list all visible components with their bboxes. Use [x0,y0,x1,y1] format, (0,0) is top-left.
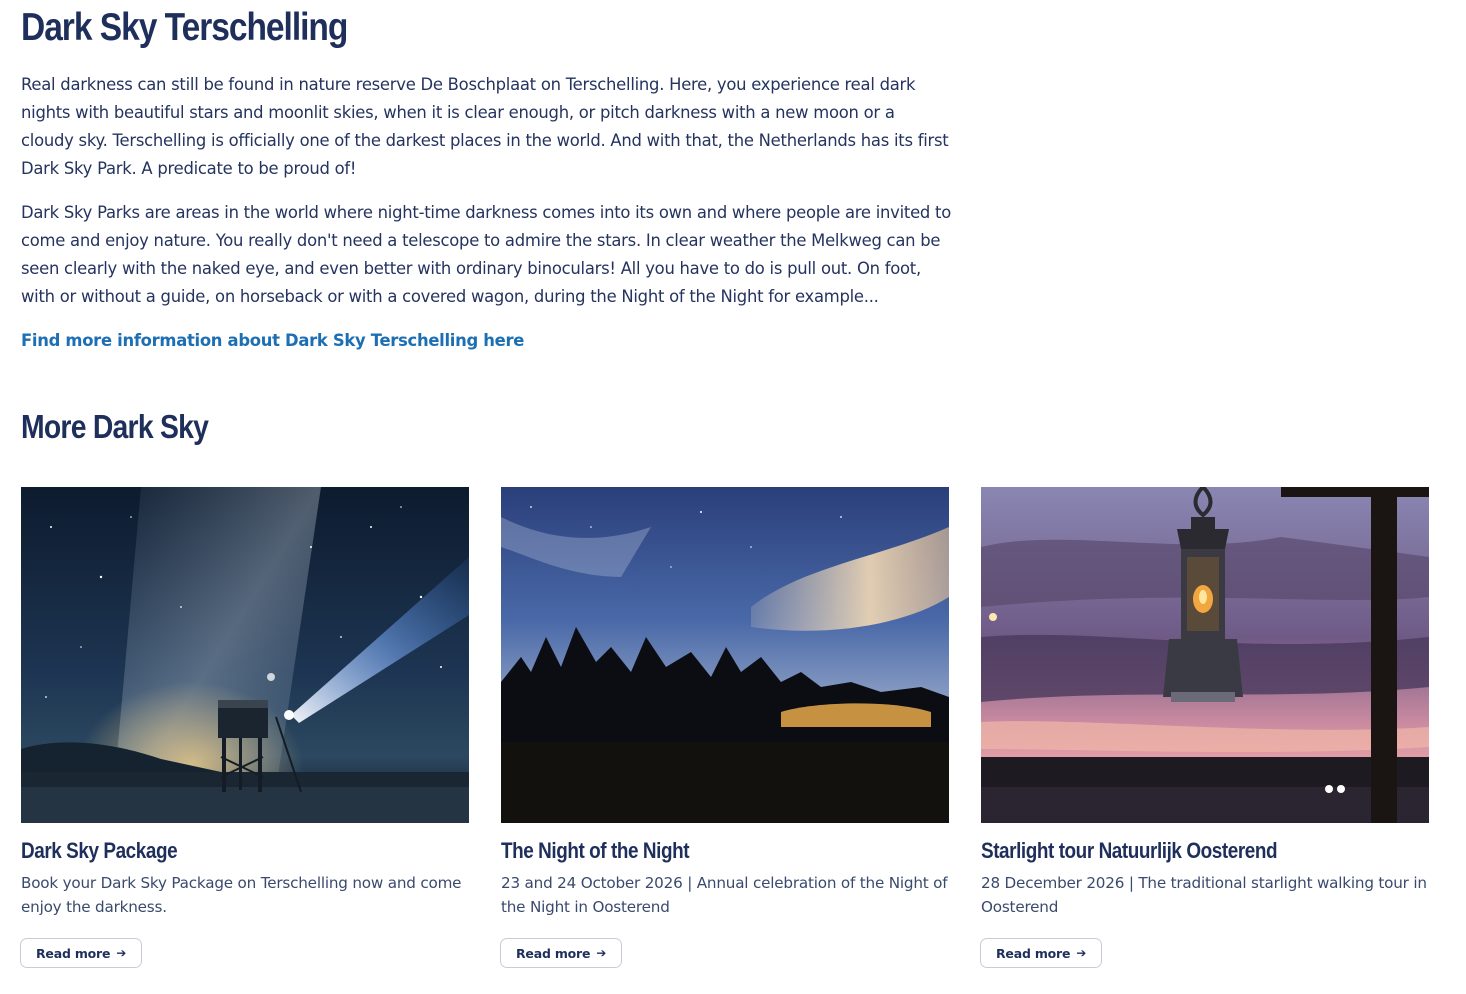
twilight-trees-image [501,487,949,823]
read-more-label: Read more [516,945,591,961]
intro-paragraph-1: Real darkness can still be found in nature reserve De Boschplaat on Terschelling. Here, you experience real dark nights with beautiful stars and moonlit skies, when it is clear enough, or pitch darkness with a new moon or a cloudy sky. Terschelling is officially one of the darkest places in the world. And with that, the Netherlands has its first Dark Sky Park. A predicate to be proud of! [21,75,949,178]
read-more-button[interactable] [500,938,622,968]
read-more-button[interactable] [980,938,1102,968]
card-image-lighthouse[interactable] [21,487,469,823]
card-title[interactable]: The Night of the Night [501,838,690,863]
card-starlight-tour [981,487,1429,977]
card-night-of-the-night [501,487,949,977]
arrow-right-icon: ➔ [596,946,607,960]
card-description: Book your Dark Sky Package on Terschelling now and come enjoy the darkness. [21,874,462,916]
read-more-label: Read more [36,945,111,961]
read-more-button[interactable] [20,938,142,968]
intro-paragraph-2: Dark Sky Parks are areas in the world where night-time darkness comes into its own and where people are invited to come and enjoy nature. You really don't need a telescope to admire the stars. In clear weather the Melkweg can be seen clearly with the naked eye, and even better with ordinary binoculars! All you have to do is pull out. On foot, with or without a guide, on horseback or with a covered wagon, during the Night of the Night for example... [21,203,951,306]
more-info-link[interactable]: Find more information about Dark Sky Terschelling here [21,331,525,350]
card-description: 23 and 24 October 2026 | Annual celebration of the Night of the Night in Oosterend [501,874,948,916]
card-image-lantern[interactable] [981,487,1429,823]
section-title-more-dark-sky: More Dark Sky [21,408,209,445]
card-title[interactable]: Dark Sky Package [21,838,178,863]
arrow-right-icon: ➔ [1076,946,1087,960]
night-sky-tower-image [21,487,469,823]
card-title[interactable]: Starlight tour Natuurlijk Oosterend [981,838,1278,863]
page-title: Dark Sky Terschelling [21,6,348,49]
arrow-right-icon: ➔ [116,946,127,960]
card-image-trees-twilight[interactable] [501,487,949,823]
card-description: 28 December 2026 | The traditional starlight walking tour in Oosterend [981,874,1427,916]
card-dark-sky-package [21,487,469,977]
lantern-dusk-image [981,487,1429,823]
read-more-label: Read more [996,945,1071,961]
